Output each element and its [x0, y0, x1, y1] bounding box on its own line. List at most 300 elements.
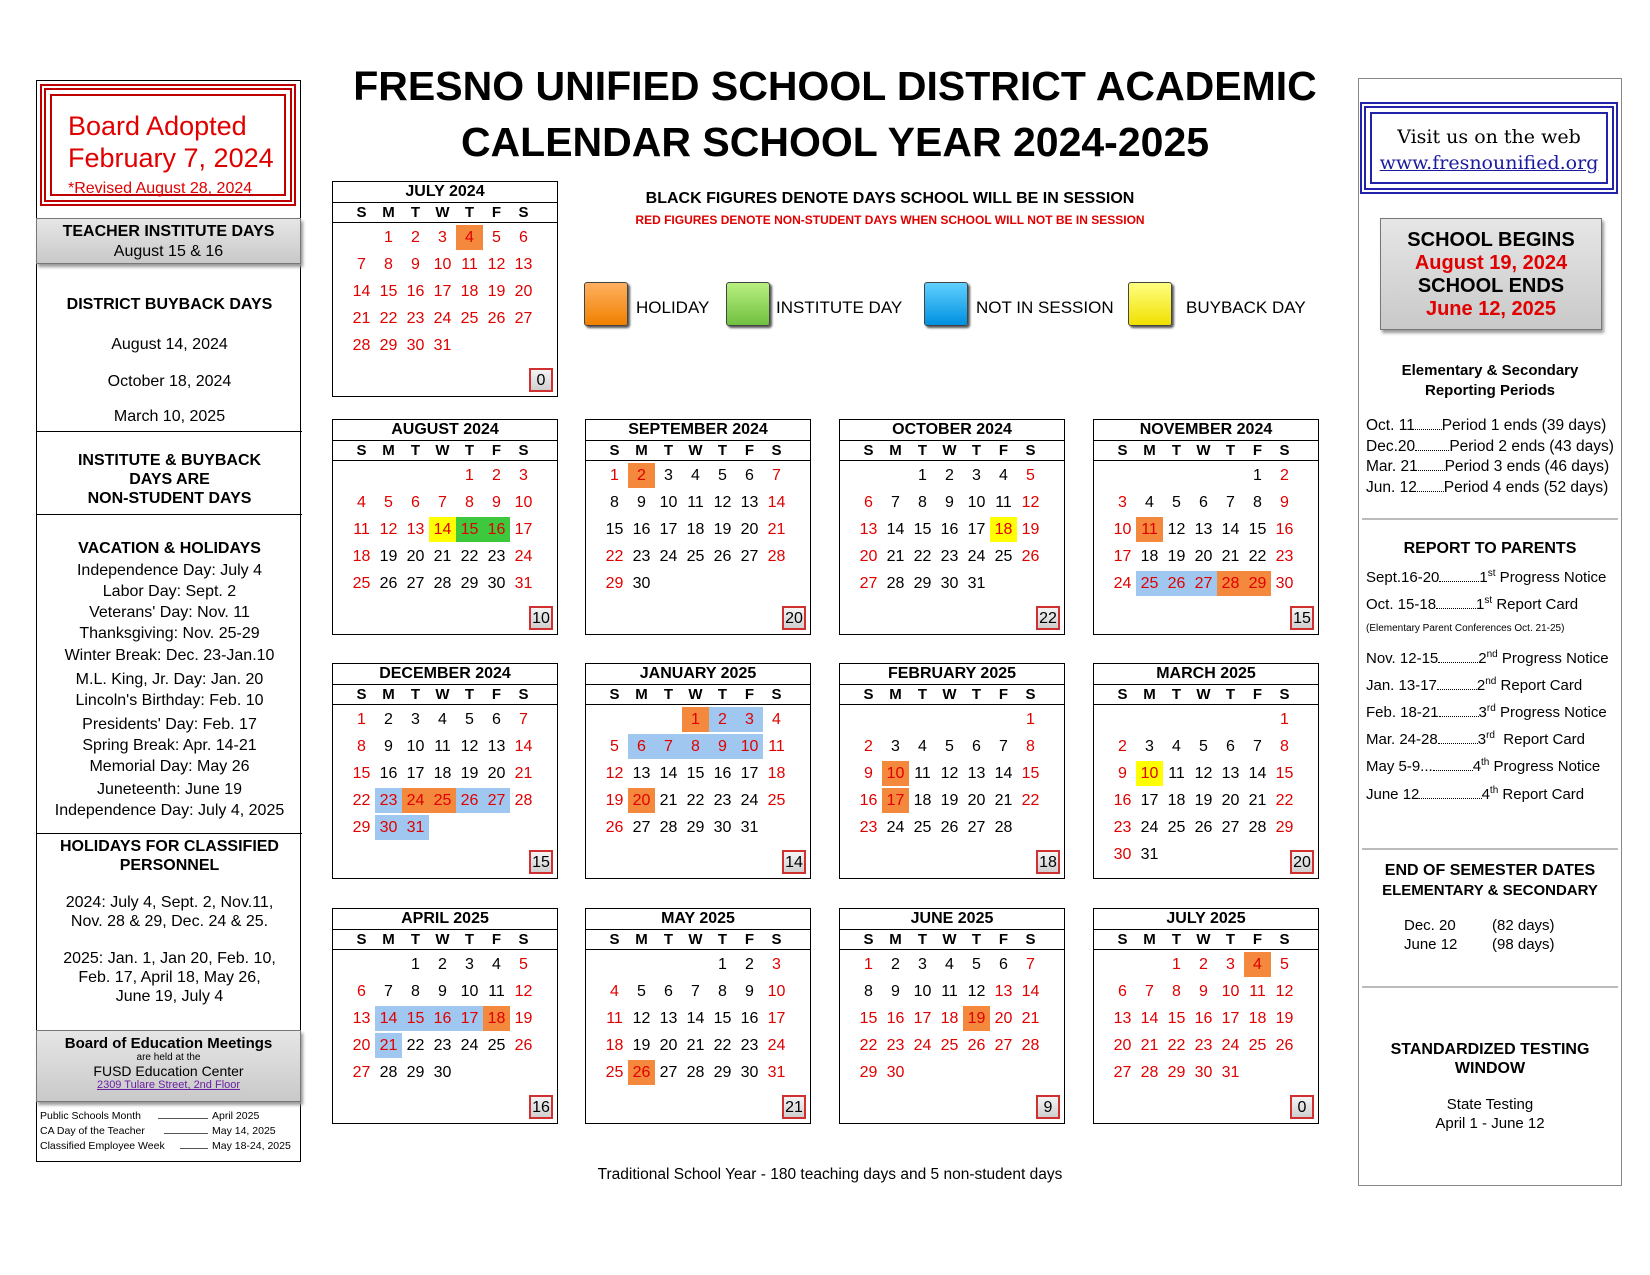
calendar-day: 25	[767, 792, 786, 809]
calendar-day: 19	[487, 283, 506, 300]
calendar-day: 13	[859, 521, 878, 538]
teacher-institute-dates: August 15 & 16	[113, 243, 224, 260]
calendar-day: 25	[940, 1037, 959, 1054]
vacation-item: Independence Day: July 4	[76, 562, 262, 579]
calendar-day: 17	[740, 765, 759, 782]
calendar-day: 24	[659, 548, 678, 565]
weekday-header	[586, 685, 810, 705]
teaching-days-count: 14	[782, 850, 806, 874]
month-title: SEPTEMBER 2024	[586, 420, 810, 441]
observance-date: April 2025	[212, 1110, 260, 1122]
nonstudent-note-3: NON-STUDENT DAYS	[87, 490, 252, 507]
calendar-day: 26	[967, 1037, 986, 1054]
calendar-day: 26	[1163, 571, 1190, 596]
calendar-day: 29	[379, 337, 398, 354]
weekday-label: F	[491, 931, 502, 948]
calendar-day: 23	[1113, 819, 1132, 836]
calendar-day: 7	[438, 494, 447, 511]
school-begins-date: August 19, 2024	[1414, 252, 1568, 274]
board-meetings-sub: are held at the	[136, 1052, 201, 1063]
buyback-swatch	[1128, 282, 1172, 326]
teacher-institute-title: TEACHER INSTITUTE DAYS	[62, 223, 275, 240]
calendar-day: 27	[967, 819, 986, 836]
month-calendar	[839, 908, 1065, 1124]
calendar-day: 20	[859, 548, 878, 565]
weekday-label: W	[688, 686, 703, 703]
calendar-day: 10	[767, 983, 786, 1000]
calendar-day: 1	[918, 467, 927, 484]
report-item-row	[1366, 568, 1606, 586]
dot-leader	[1437, 689, 1477, 690]
calendar-day: 24	[1113, 575, 1132, 592]
school-begins-label: SCHOOL BEGINS	[1407, 229, 1575, 251]
board-meetings-address[interactable]: 2309 Tulare Street, 2nd Floor	[96, 1079, 241, 1091]
calendar-day: 25	[913, 819, 932, 836]
testing-line-1: State Testing	[1446, 1096, 1534, 1113]
calendar-day: 12	[632, 1010, 651, 1027]
calendar-day: 7	[1145, 983, 1154, 1000]
month-title: JULY 2024	[333, 182, 557, 203]
calendar-day: 15	[605, 521, 624, 538]
testing-title-1: STANDARDIZED TESTING	[1390, 1041, 1590, 1058]
calendar-day: 21	[352, 310, 371, 327]
semester-date: Dec. 20	[1404, 917, 1456, 934]
calendar-day: 19	[940, 792, 959, 809]
calendar-day: 8	[1026, 738, 1035, 755]
weekday-label: W	[1196, 442, 1211, 459]
report-text: Progress Notice	[1497, 650, 1609, 667]
calendar-day: 14	[429, 517, 456, 542]
nonstudent-note-2: DAYS ARE	[129, 471, 210, 488]
calendar-day: 28	[767, 548, 786, 565]
calendar-day: 9	[1280, 494, 1289, 511]
calendar-day: 26	[379, 575, 398, 592]
calendar-day: 5	[384, 494, 393, 511]
calendar-day: 3	[438, 229, 447, 246]
calendar-day: 29	[1244, 571, 1271, 596]
reporting-title-1: Elementary & Secondary	[1401, 362, 1579, 379]
calendar-day: 12	[1275, 983, 1294, 1000]
weekday-header	[840, 685, 1064, 705]
buyback-date-3: March 10, 2025	[113, 408, 226, 425]
weekday-label: S	[518, 204, 529, 221]
weekday-label: S	[356, 931, 367, 948]
calendar-day: 30	[1194, 1064, 1213, 1081]
month-calendar	[1093, 663, 1319, 879]
calendar-day: 27	[859, 575, 878, 592]
dot-leader	[1433, 770, 1473, 771]
calendar-day: 30	[433, 1064, 452, 1081]
calendar-day: 4	[492, 956, 501, 973]
report-text: Report Card	[1492, 596, 1579, 613]
calendar-day: 5	[1026, 467, 1035, 484]
calendar-day: 23	[632, 548, 651, 565]
board-adopted-line-1: Board Adopted	[68, 111, 247, 141]
report-ordinal: 3	[1478, 704, 1487, 721]
weekday-header	[840, 441, 1064, 461]
month-calendar	[839, 419, 1065, 635]
calendar-day: 26	[487, 310, 506, 327]
calendar-day: 17	[659, 521, 678, 538]
calendar-day: 31	[967, 575, 986, 592]
observance-leader	[180, 1148, 208, 1149]
calendar-day: 23	[1194, 1037, 1213, 1054]
calendar-day: 24	[913, 1037, 932, 1054]
calendar-day: 18	[433, 765, 452, 782]
teaching-days-count: 15	[1290, 606, 1314, 630]
calendar-day: 5	[519, 956, 528, 973]
calendar-day: 14	[994, 765, 1013, 782]
dot-leader	[1438, 743, 1478, 744]
calendar-day: 20	[659, 1037, 678, 1054]
school-ends-label: SCHOOL ENDS	[1417, 275, 1565, 297]
weekday-header	[586, 441, 810, 461]
calendar-day: 4	[1244, 952, 1271, 977]
legend-red-note: RED FIGURES DENOTE NON-STUDENT DAYS WHEN SCHOOL WILL NOT BE IN SESSION	[635, 213, 1145, 227]
calendar-day: 29	[605, 575, 624, 592]
weekday-label: S	[1117, 442, 1128, 459]
calendar-day: 1	[1172, 956, 1181, 973]
calendar-day: 25	[994, 548, 1013, 565]
calendar-day: 3	[519, 467, 528, 484]
teaching-days-count: 15	[529, 850, 553, 874]
calendar-day: 21	[659, 792, 678, 809]
calendar-day: 21	[514, 765, 533, 782]
calendar-day: 24	[1140, 819, 1159, 836]
calendar-day: 10	[882, 761, 909, 786]
divider	[1362, 518, 1618, 520]
calendar-day: 7	[357, 256, 366, 273]
calendar-day: 13	[659, 1010, 678, 1027]
calendar-day: 16	[940, 521, 959, 538]
calendar-day: 7	[384, 983, 393, 1000]
report-ordinal: 4	[1481, 786, 1490, 803]
weekday-label: T	[464, 204, 475, 221]
report-ordinal-suffix: rd	[1486, 703, 1496, 714]
weekday-label: T	[717, 442, 728, 459]
calendar-day: 9	[745, 983, 754, 1000]
weekday-label: S	[1025, 931, 1036, 948]
calendar-day: 9	[1118, 765, 1127, 782]
calendar-day: 18	[605, 1037, 624, 1054]
month-calendar	[839, 663, 1065, 879]
classified-2024-line-1: 2024: July 4, Sept. 2, Nov.11,	[65, 894, 274, 911]
weekday-label: W	[688, 442, 703, 459]
calendar-day: 3	[1226, 956, 1235, 973]
weekday-label: M	[1143, 931, 1156, 948]
weekday-header	[333, 930, 557, 950]
weekday-label: S	[863, 931, 874, 948]
calendar-day: 6	[519, 229, 528, 246]
visit-web-box	[1360, 102, 1618, 194]
divider	[37, 431, 302, 432]
calendar-day: 16	[1194, 1010, 1213, 1027]
calendar-day: 21	[994, 792, 1013, 809]
weekday-label: T	[1171, 442, 1182, 459]
month-title: JULY 2025	[1094, 909, 1318, 930]
calendar-day: 25	[605, 1064, 624, 1081]
report-ordinal: 4	[1472, 758, 1482, 775]
buyback-date-1: August 14, 2024	[111, 336, 228, 353]
calendar-day: 10	[1113, 521, 1132, 538]
observance-row	[40, 1125, 298, 1140]
calendar-day: 9	[411, 256, 420, 273]
weekday-label: S	[518, 686, 529, 703]
calendar-day: 22	[1167, 1037, 1186, 1054]
calendar-day: 3	[736, 707, 763, 732]
calendar-day: 11	[1168, 765, 1185, 782]
report-item-row	[1366, 676, 1582, 694]
divider	[37, 833, 302, 834]
calendar-day: 7	[655, 734, 682, 759]
calendar-day: 10	[460, 983, 479, 1000]
weekday-label: S	[771, 931, 782, 948]
weekday-label: W	[688, 931, 703, 948]
calendar-day: 17	[1113, 548, 1132, 565]
calendar-day: 17	[1221, 1010, 1240, 1027]
calendar-day: 11	[914, 765, 931, 782]
report-ordinal: 1	[1479, 569, 1488, 586]
calendar-day: 29	[913, 575, 932, 592]
calendar-day: 29	[1167, 1064, 1186, 1081]
calendar-day: 17	[433, 283, 452, 300]
observance-name: Public Schools Month	[40, 1110, 141, 1122]
calendar-day: 7	[772, 467, 781, 484]
calendar-day: 12	[379, 521, 398, 538]
calendar-day: 2	[438, 956, 447, 973]
semester-days: (98 days)	[1492, 936, 1555, 953]
vacation-item: M.L. King, Jr. Day: Jan. 20	[75, 671, 264, 688]
calendar-day: 16	[379, 765, 398, 782]
not-in-session-swatch	[924, 282, 968, 326]
calendar-day: 15	[1275, 765, 1294, 782]
teaching-days-count: 22	[1036, 606, 1060, 630]
calendar-day: 9	[637, 494, 646, 511]
calendar-day: 14	[1221, 521, 1240, 538]
weekday-label: T	[971, 931, 982, 948]
weekday-label: S	[518, 442, 529, 459]
weekday-label: T	[717, 931, 728, 948]
calendar-day: 21	[1140, 1037, 1159, 1054]
calendar-day: 15	[1248, 521, 1267, 538]
board-meetings-place: FUSD Education Center	[93, 1063, 244, 1079]
calendar-day: 18	[913, 792, 932, 809]
footer-note: Traditional School Year - 180 teaching days and 5 non-student days	[597, 1166, 1063, 1183]
dot-leader	[1436, 608, 1476, 609]
calendar-day: 19	[514, 1010, 533, 1027]
calendar-day: 23	[1275, 548, 1294, 565]
vacation-item: Independence Day: July 4, 2025	[54, 802, 285, 819]
report-item-row	[1366, 649, 1609, 667]
weekday-label: T	[971, 686, 982, 703]
report-text: Progress Notice	[1495, 704, 1607, 721]
calendar-day: 22	[460, 548, 479, 565]
calendar-day: 20	[628, 788, 655, 813]
calendar-day: 19	[1167, 548, 1186, 565]
calendar-day: 19	[379, 548, 398, 565]
calendar-day: 27	[1190, 571, 1217, 596]
calendar-day: 5	[492, 229, 501, 246]
calendar-day: 17	[767, 1010, 786, 1027]
month-calendar	[585, 908, 811, 1124]
weekday-label: T	[917, 931, 928, 948]
calendar-day: 19	[605, 792, 624, 809]
calendar-day: 30	[1113, 846, 1132, 863]
classified-title-2: PERSONNEL	[119, 857, 220, 874]
calendar-day: 11	[1136, 517, 1163, 542]
calendar-day: 31	[402, 815, 429, 840]
calendar-day: 13	[1113, 1010, 1132, 1027]
teaching-days-count: 0	[1290, 1095, 1314, 1119]
weekday-label: T	[663, 686, 674, 703]
calendar-day: 26	[713, 548, 732, 565]
weekday-label: M	[889, 442, 902, 459]
calendar-day: 18	[990, 517, 1017, 542]
calendar-day: 4	[1172, 738, 1181, 755]
weekday-label: F	[1252, 686, 1263, 703]
calendar-day: 1	[1026, 711, 1035, 728]
calendar-day: 25	[1136, 571, 1163, 596]
calendar-day: 15	[352, 765, 371, 782]
observance-name: Classified Employee Week	[40, 1140, 165, 1152]
calendar-day: 11	[687, 494, 704, 511]
calendar-day: 4	[438, 711, 447, 728]
calendar-day: 20	[967, 792, 986, 809]
calendar-day: 11	[488, 983, 505, 1000]
calendar-day: 19	[1021, 521, 1040, 538]
vacation-item: Lincoln's Birthday: Feb. 10	[75, 692, 264, 709]
calendar-day: 25	[1167, 819, 1186, 836]
report-ordinal-suffix: nd	[1485, 676, 1497, 687]
month-title: APRIL 2025	[333, 909, 557, 930]
legend-black-note: BLACK FIGURES DENOTE DAYS SCHOOL WILL BE IN SESSION	[645, 190, 1135, 207]
weekday-header	[333, 203, 557, 223]
weekday-label: F	[744, 931, 755, 948]
calendar-day: 4	[357, 494, 366, 511]
calendar-day: 17	[456, 1006, 483, 1031]
weekday-label: T	[410, 204, 421, 221]
calendar-day: 24	[767, 1037, 786, 1054]
month-title: JANUARY 2025	[586, 664, 810, 685]
calendar-day: 20	[1194, 548, 1213, 565]
calendar-day: 15	[686, 765, 705, 782]
weekday-label: S	[1279, 442, 1290, 459]
calendar-day: 22	[713, 1037, 732, 1054]
calendar-day: 6	[745, 467, 754, 484]
weekday-label: F	[744, 442, 755, 459]
calendar-day: 21	[375, 1033, 402, 1058]
calendar-day: 16	[1113, 792, 1132, 809]
calendar-day: 5	[718, 467, 727, 484]
calendar-day: 2	[1280, 467, 1289, 484]
calendar-day: 2	[1118, 738, 1127, 755]
calendar-day: 16	[1275, 521, 1294, 538]
weekday-header	[840, 930, 1064, 950]
teacher-institute-box	[36, 218, 301, 264]
calendar-day: 22	[913, 548, 932, 565]
calendar-day: 13	[406, 521, 425, 538]
weekday-label: T	[663, 931, 674, 948]
calendar-day: 14	[514, 738, 533, 755]
calendar-day: 27	[632, 819, 651, 836]
calendar-day: 2	[1199, 956, 1208, 973]
calendar-day: 11	[434, 738, 451, 755]
weekday-label: F	[1252, 931, 1263, 948]
calendar-day: 16	[713, 765, 732, 782]
calendar-day: 25	[1248, 1037, 1267, 1054]
calendar-day: 1	[682, 707, 709, 732]
website-link[interactable]: www.fresnounified.org	[1379, 152, 1599, 174]
calendar-day: 5	[465, 711, 474, 728]
weekday-label: W	[435, 204, 450, 221]
calendar-day: 13	[352, 1010, 371, 1027]
calendar-day: 31	[514, 575, 533, 592]
calendar-day: 18	[483, 1006, 510, 1031]
weekday-label: W	[942, 686, 957, 703]
calendar-day: 22	[605, 548, 624, 565]
weekday-label: M	[1143, 686, 1156, 703]
month-title: NOVEMBER 2024	[1094, 420, 1318, 441]
period-date: Oct. 11	[1366, 417, 1415, 434]
calendar-day: 4	[1145, 494, 1154, 511]
reporting-period-row	[1366, 458, 1609, 476]
month-calendar	[585, 663, 811, 879]
calendar-day: 8	[1253, 494, 1262, 511]
calendar-day: 21	[767, 521, 786, 538]
weekday-label: S	[1279, 931, 1290, 948]
weekday-label: F	[491, 204, 502, 221]
calendar-day: 14	[767, 494, 786, 511]
calendar-day: 27	[514, 310, 533, 327]
weekday-label: F	[491, 686, 502, 703]
calendar-day: 11	[941, 983, 958, 1000]
weekday-label: T	[917, 442, 928, 459]
calendar-day: 30	[940, 575, 959, 592]
teaching-days-count: 0	[529, 368, 553, 392]
weekday-header	[333, 685, 557, 705]
calendar-day: 11	[353, 521, 370, 538]
calendar-day: 18	[1140, 548, 1159, 565]
vacation-item: Spring Break: Apr. 14-21	[82, 737, 257, 754]
semester-days: (82 days)	[1492, 917, 1555, 934]
calendar-day: 19	[632, 1037, 651, 1054]
period-date: Dec.20	[1366, 438, 1416, 455]
report-date: Nov. 12-15	[1366, 650, 1439, 667]
calendar-day: 12	[1021, 494, 1040, 511]
calendar-day: 10	[913, 983, 932, 1000]
calendar-day: 23	[487, 548, 506, 565]
calendar-day: 17	[406, 765, 425, 782]
weekday-label: T	[1171, 931, 1182, 948]
reporting-title-2: Reporting Periods	[1424, 382, 1555, 399]
calendar-day: 8	[682, 734, 709, 759]
calendar-day: 1	[357, 711, 366, 728]
report-date: Mar. 24-28	[1366, 731, 1438, 748]
calendar-day: 10	[1136, 761, 1163, 786]
month-calendar	[332, 419, 558, 635]
calendar-day: 3	[918, 956, 927, 973]
calendar-day: 17	[1140, 792, 1159, 809]
calendar-day: 8	[465, 494, 474, 511]
calendar-day: 27	[1113, 1064, 1132, 1081]
report-item-row	[1366, 785, 1584, 803]
calendar-day: 6	[864, 494, 873, 511]
calendar-day: 12	[713, 494, 732, 511]
calendar-day: 2	[745, 956, 754, 973]
calendar-day: 10	[1221, 983, 1240, 1000]
teaching-days-count: 10	[529, 606, 553, 630]
teaching-days-count: 18	[1036, 850, 1060, 874]
